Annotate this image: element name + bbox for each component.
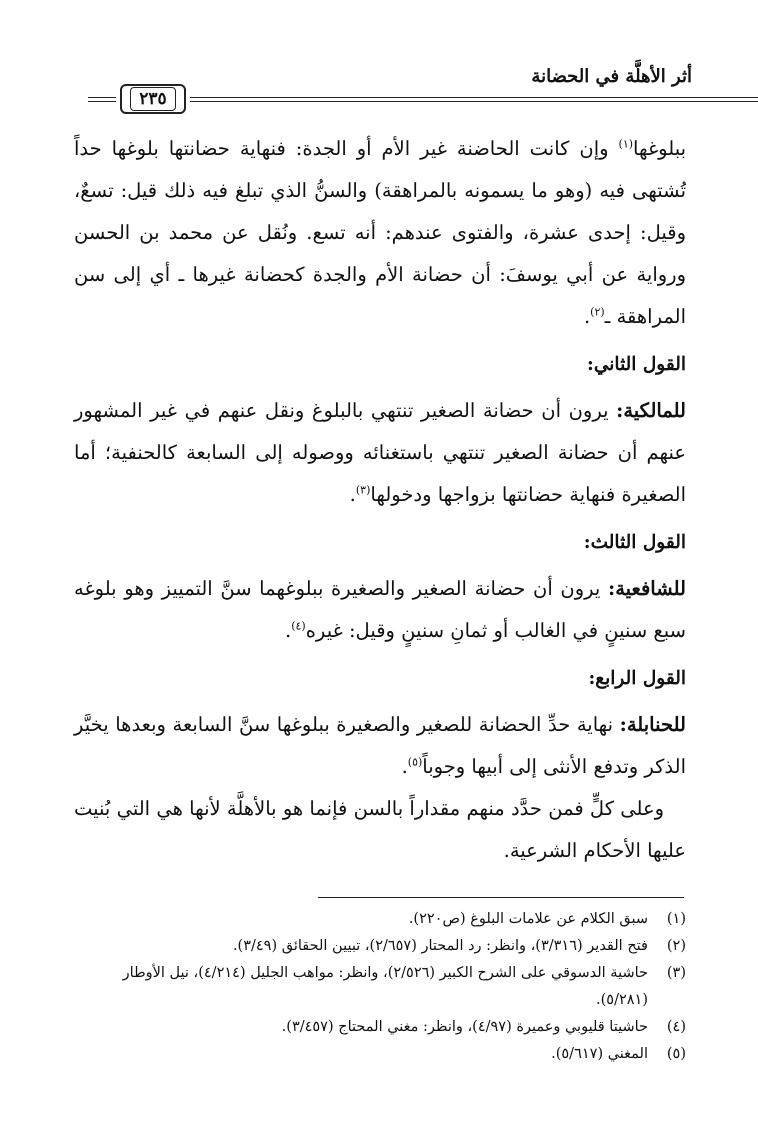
paragraph-4: للحنابلة: نهاية حدِّ الحضانة للصغير والصغيرة ببلوغها سنَّ السابعة وبعدها يخيَّر الذكر وتدفع الأنثى إلى أبيها وجوباً$^{(٥)}$. xyxy=(74,713,686,778)
footnote-ref-2[interactable]: (٢) xyxy=(590,305,605,319)
footnote-text: سبق الكلام عن علامات البلوغ (ص٢٢٠). xyxy=(408,911,648,927)
section-heading-3: القول الثالث: xyxy=(583,532,686,553)
section-heading-4: القول الرابع: xyxy=(588,668,686,689)
footnote-ref-5[interactable]: (٥) xyxy=(407,755,423,769)
page-number: ٢٣٥ xyxy=(130,87,175,111)
footnote xyxy=(74,1041,686,1068)
footnote-number: (٥) xyxy=(666,1046,686,1062)
footnote-ref-3[interactable]: (٣) xyxy=(355,483,371,497)
footnote-number: (٢) xyxy=(666,938,686,954)
school-label-maliki: للمالكية: xyxy=(616,399,686,422)
footnote-number: (٤) xyxy=(666,1019,686,1035)
page-number-box xyxy=(120,84,186,114)
header-rule xyxy=(190,101,758,102)
footnote-text: حاشية الدسوقي على الشرح الكبير (٢/٥٢٦)، وانظر: مواهب الجليل (٤/٢١٤)، نيل الأوطار (٥/٢٨١). xyxy=(122,965,648,1008)
paragraph-1: ببلوغها$^{(١)}$ وإن كانت الحاضنة غير الأم أو الجدة: فنهاية حضانتها بلوغها حداً تُشتهى فيه (وهو ما يسمونه بالمراهقة) والسنُّ الذي تبلغ فيه ذلك قيل: تسعٌ، وقيل: إحدى عشرة، والفتوى عندهم: أنه تسع. ونُقل عن محمد بن الحسن ورواية عن أبي يوسفَ: أن حضانة الأم والجدة كحضانة غيرها ـ أي إلى سن المراهقة ـ$^{(٢)}$. xyxy=(74,137,686,328)
footnote-text: حاشيتا قليوبي وعميرة (٤/٩٧)، وانظر: مغني المحتاج (٣/٤٥٧). xyxy=(281,1019,648,1035)
school-label-shafii: للشافعية: xyxy=(608,577,686,600)
footnotes xyxy=(74,906,686,1068)
header-rule-short xyxy=(88,97,116,98)
footnote xyxy=(74,1014,686,1041)
footnote-separator xyxy=(318,897,684,898)
footnote xyxy=(74,960,686,1014)
main-text xyxy=(74,128,686,872)
school-label-hanbali: للحنابلة: xyxy=(619,713,686,736)
paragraph-2: للمالكية: يرون أن حضانة الصغير تنتهي بالبلوغ ونقل عنهم في غير المشهور عنهم أن حضانة الصغير تنتهي باستغنائه ووصوله إلى السابعة كالحنفية؛ أما الصغيرة فنهاية حضانتها بزواجها ودخولها$^{(٣)}$. xyxy=(74,399,686,506)
footnote-number: (٣) xyxy=(666,965,686,981)
paragraph-3: للشافعية: يرون أن حضانة الصغير والصغيرة ببلوغهما سنَّ التمييز وهو بلوغه سبع سنينٍ في الغالب أو ثمانِ سنينٍ وقيل: غيره$^{(٤)}$. xyxy=(74,577,686,642)
footnote-ref-4[interactable]: (٤) xyxy=(291,619,306,633)
footnote-text: فتح القدير (٣/٣١٦)، وانظر: رد المحتار (٢/٦٥٧)، تبيين الحقائق (٣/٤٩). xyxy=(232,938,648,954)
footnote-number: (١) xyxy=(666,911,686,927)
footnote xyxy=(74,906,686,933)
header-rule xyxy=(190,97,758,98)
footnote xyxy=(74,933,686,960)
header-rule-short xyxy=(88,101,116,102)
section-heading-2: القول الثاني: xyxy=(587,354,686,375)
footnote-ref-1[interactable]: (١) xyxy=(618,137,634,151)
running-header-title: أثر الأهلَّة في الحضانة xyxy=(531,66,692,87)
footnote-text: المغني (٥/٦١٧). xyxy=(551,1046,648,1062)
paragraph-5: وعلى كلٍّ فمن حدَّد منهم مقداراً بالسن فإنما هو بالأهلَّة لأنها هي التي بُنيت عليها الأحكام الشرعية. xyxy=(74,797,686,862)
